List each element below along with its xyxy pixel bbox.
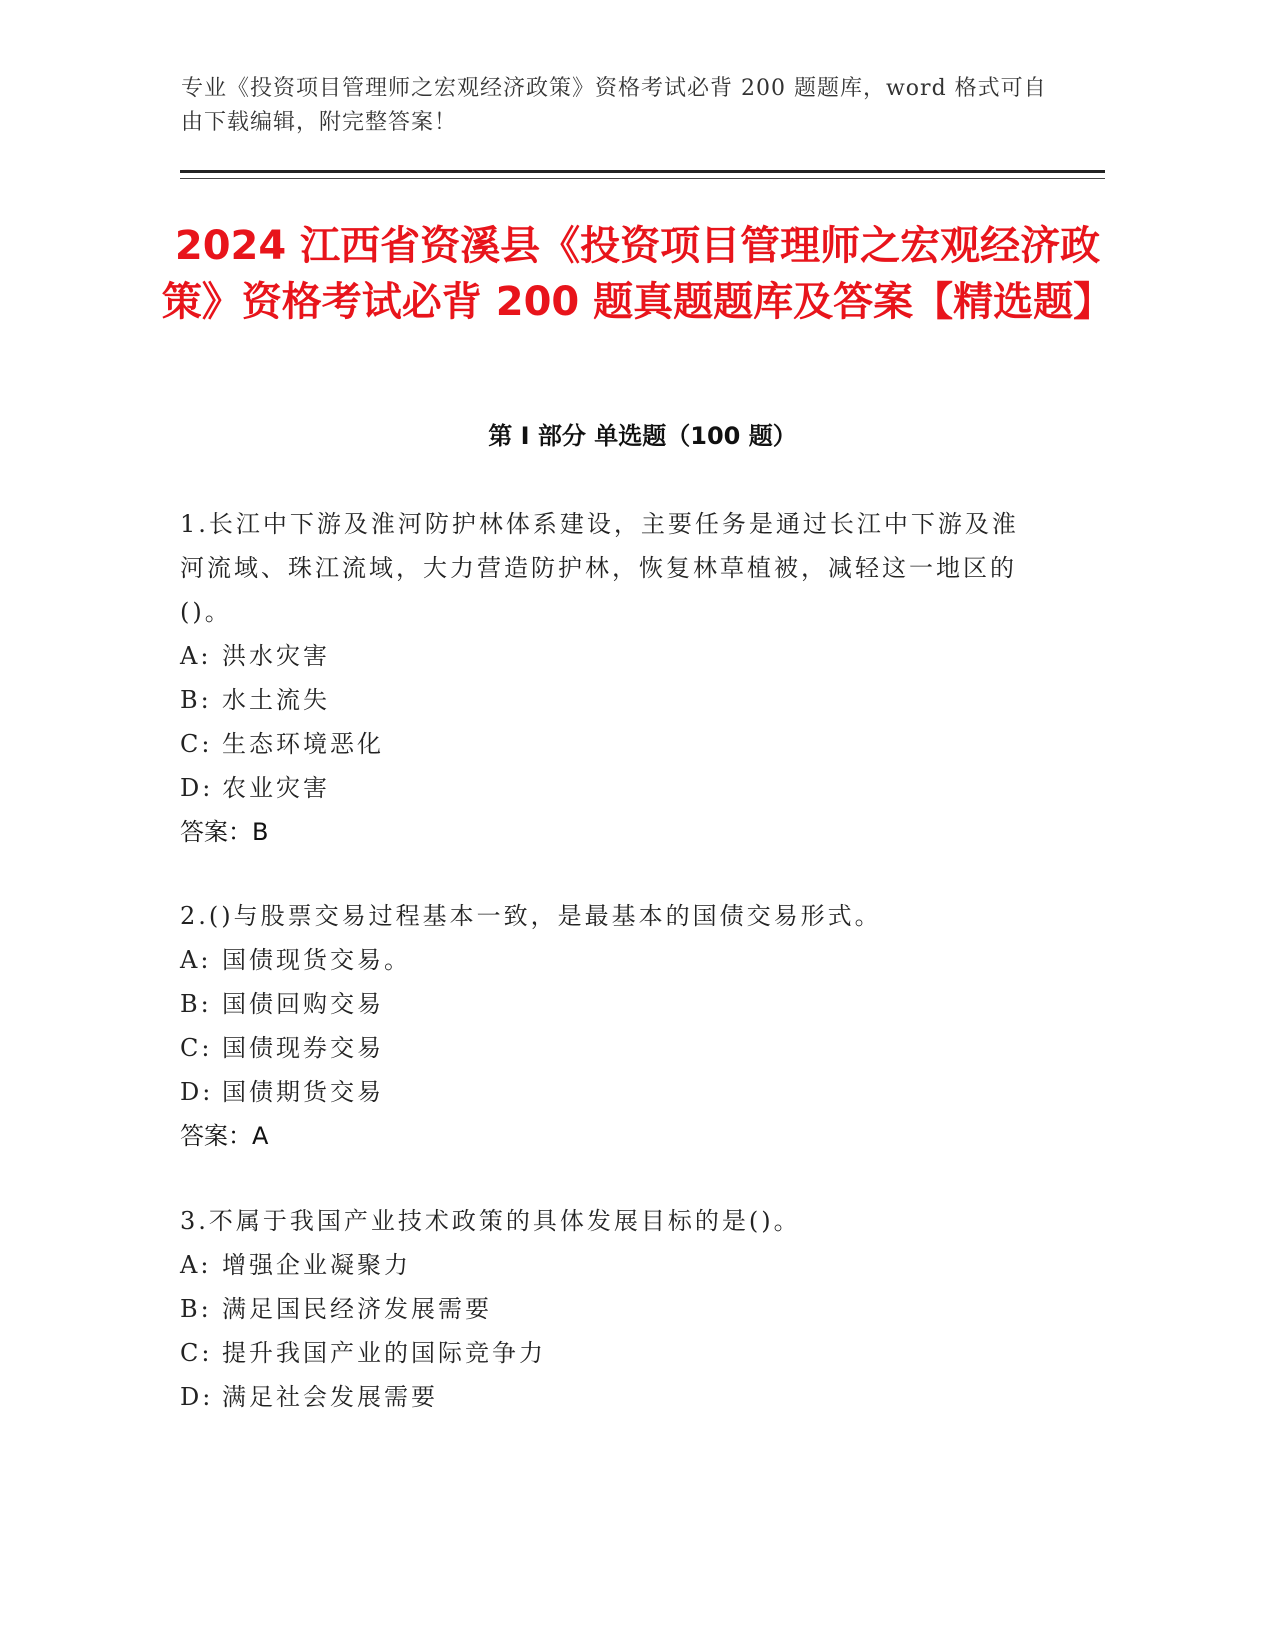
question-stem: 1.长江中下游及淮河防护林体系建设，主要任务是通过长江中下游及淮河流域、珠江流域，大力营造防护林，恢复林草植被，减轻这一地区的()。	[180, 510, 1019, 626]
option-d	[180, 1375, 1020, 1419]
option-c	[180, 1331, 1020, 1375]
option-b	[180, 678, 1020, 722]
option-letter: A:	[180, 946, 212, 974]
option-d	[180, 1070, 1020, 1114]
option-letter: C:	[180, 1339, 213, 1367]
option-letter: D:	[180, 774, 214, 802]
option-text: 国债期货交易	[222, 1078, 384, 1106]
question-1	[180, 502, 1020, 854]
answer: 答案：B	[180, 818, 269, 846]
question-stem: 3.不属于我国产业技术政策的具体发展目标的是()。	[180, 1207, 801, 1235]
option-letter: D:	[180, 1383, 214, 1411]
option-letter: A:	[180, 1251, 212, 1279]
option-text: 满足国民经济发展需要	[222, 1295, 492, 1323]
option-letter: B:	[180, 1295, 212, 1323]
option-text: 国债现券交易	[222, 1034, 384, 1062]
option-a	[180, 1243, 1020, 1287]
question-3	[180, 1199, 1020, 1419]
option-letter: D:	[180, 1078, 214, 1106]
option-letter: C:	[180, 1034, 213, 1062]
option-d	[180, 766, 1020, 810]
option-text: 生态环境恶化	[222, 730, 384, 758]
option-text: 洪水灾害	[222, 642, 330, 670]
header-divider-thick	[180, 170, 1105, 173]
option-letter: B:	[180, 990, 212, 1018]
answer: 答案：A	[180, 1122, 269, 1150]
section-title: 第 I 部分 单选题（100 题）	[488, 422, 797, 450]
option-text: 农业灾害	[222, 774, 330, 802]
option-letter: C:	[180, 730, 213, 758]
option-text: 国债回购交易	[222, 990, 384, 1018]
option-b	[180, 982, 1020, 1026]
option-b	[180, 1287, 1020, 1331]
question-stem: 2.()与股票交易过程基本一致，是最基本的国债交易形式。	[180, 902, 882, 930]
option-text: 满足社会发展需要	[222, 1383, 438, 1411]
document-title: 2024 江西省资溪县《投资项目管理师之宏观经济政策》资格考试必背 200 题真题题库及答案【精选题】	[161, 223, 1114, 325]
option-c	[180, 722, 1020, 766]
option-letter: A:	[180, 642, 212, 670]
option-a	[180, 938, 1020, 982]
option-text: 水土流失	[222, 686, 330, 714]
option-a	[180, 634, 1020, 678]
question-2	[180, 894, 1020, 1158]
option-c	[180, 1026, 1020, 1070]
option-text: 增强企业凝聚力	[222, 1251, 411, 1279]
header-note: 专业《投资项目管理师之宏观经济政策》资格考试必背 200 题题库，word 格式可自由下载编辑，附完整答案！	[181, 76, 1047, 135]
header-divider-thin	[180, 178, 1105, 179]
option-text: 国债现货交易。	[222, 946, 411, 974]
option-letter: B:	[180, 686, 212, 714]
option-text: 提升我国产业的国际竞争力	[222, 1339, 546, 1367]
